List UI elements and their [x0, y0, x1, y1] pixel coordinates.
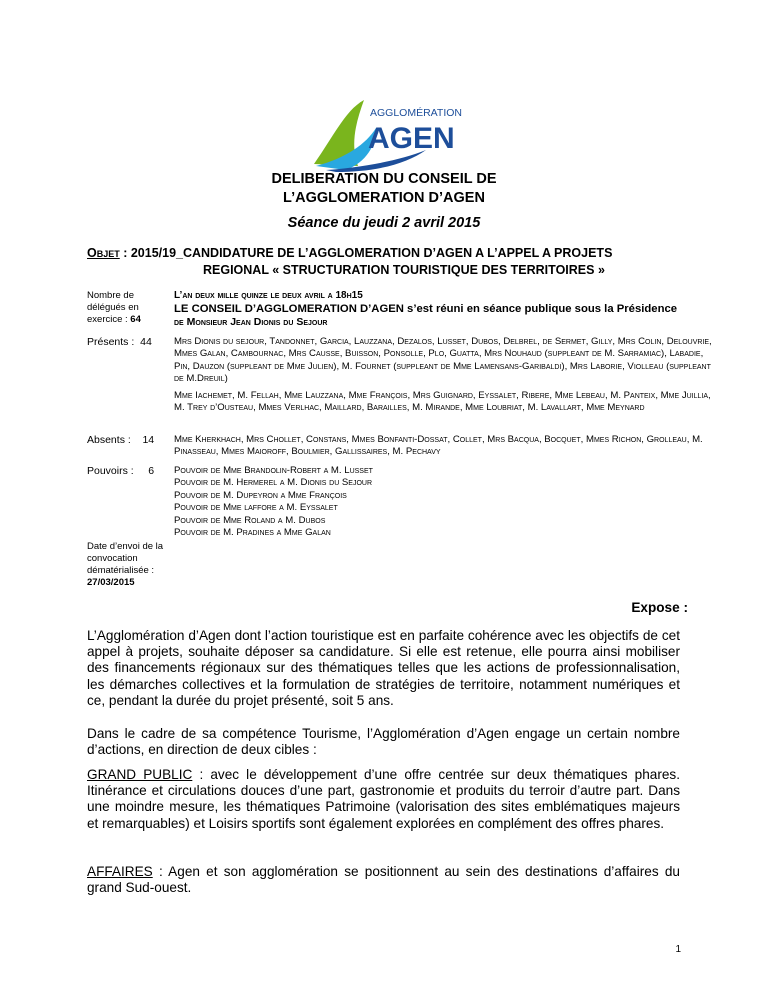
document-title-line2: L’AGGLOMERATION D’AGEN	[283, 190, 485, 206]
convocation-block	[87, 541, 177, 589]
pouvoir-item: Pouvoir de Mme Roland a M. Dubos	[174, 514, 326, 526]
svg-text:AGGLOMÉRATION: AGGLOMÉRATION	[370, 107, 462, 119]
seance-date: Séance du jeudi 2 avril 2015	[287, 215, 481, 231]
pouvoir-item: Pouvoir de Mme laffore a M. Eyssalet	[174, 502, 338, 514]
absents-label: Absents : 14	[87, 434, 155, 446]
logo-swoosh-icon	[306, 92, 474, 172]
objet-block: Objet : 2015/19_CANDIDATURE DE L’AGGLOMERATION D’AGEN A L’APPEL A PROJETS REGIONAL « STRUCTURATION TOURISTIQUE DES TERRITOIRES »	[87, 245, 693, 279]
presents-para2: Mme Iachemet, M. Fellah, Mme Lauzzana, Mme François, Mrs Guignard, Eyssalet, Ribere, Mme Lebeau, M. Panteix, Mme Juillia, M. Trey d’Ousteau, Mmes Verlhac, Maillard, Barailles, M. Mirande, Mme Loubriat, M. Lavallart, Mme Meynard	[174, 389, 711, 414]
delegues-value: 64	[130, 314, 141, 325]
agglomeration-logo	[306, 92, 474, 172]
pouvoir-item: Pouvoir de M. Pradines a Mme Galan	[174, 527, 331, 539]
presents-count: 44	[140, 336, 152, 348]
convocation-label: Date d’envoi de la convocation dématérialisée :	[87, 541, 164, 576]
session-header	[174, 290, 714, 329]
body-paragraph-1: L’Agglomération d’Agen dont l’action touristique est en parfaite cohérence avec les objectifs de cet appel à projets, souhaite déposer sa candidature. Si elle est retenue, elle pourra ainsi mobiliser des financements régionaux sur des thématiques telles que les actions de professionnalisation, les démarches collectives et la formulation de stratégies de territoire, notamment numériques et ce, pendant la durée du projet présenté, soit 5 ans.	[87, 628, 680, 708]
document-title-line1: DELIBERATION DU CONSEIL DE	[271, 171, 497, 187]
pouvoir-item: Pouvoir de M. Dupeyron a Mme François	[174, 489, 347, 501]
body-paragraph-grand-public: GRAND PUBLIC : avec le développement d’une offre centrée sur deux thématiques phares. Itinérance et circulations douces d’une part, gastronomie et produits du terroir d’autre part. Dans une moindre mesure, les thématiques Patrimoine (valorisation des sites emblématiques majeurs et remarquables) et Loisirs sportifs sont également explorées en complément des offres phares.	[87, 767, 680, 831]
objet-label: Objet	[87, 246, 120, 260]
pouvoir-item: Pouvoir de Mme Brandolin-Robert a M. Lusset	[174, 465, 373, 476]
expose-heading: Expose :	[631, 600, 688, 615]
svg-text:AGEN: AGEN	[368, 122, 455, 155]
presents-para1: Mrs Dionis du sejour, Tandonnet, Garcia, Lauzzana, Dezalos, Lusset, Dubos, Delbrel, de Sermet, Gilly, Mrs Colin, Delouvrie, Mmes Galan, Cambournac, Mrs Causse, Buisson, Ponsolle, Plo, Guatta, Mrs Nouhaud (suppleant de M. Sarramiac), Labadie, Pin, Dauzon (suppleant de Mme Julien), M. Fournet (suppleant de Mme Lamensans-Garibaldi), Mrs Laborie, Violleau (suppleant de M.Dreuil)	[174, 336, 712, 385]
pouvoirs-count: 6	[148, 465, 155, 477]
absents-list: Mme Kherkhach, Mrs Chollet, Constans, Mmes Bonfanti-Dossat, Collet, Mrs Bacqua, Bocquet, Mmes Richon, Grolleau, M. Pinasseau, Mmes Maioroff, Boulmier, Gallissaires, M. Pechavy	[174, 434, 703, 458]
conseil-line: LE CONSEIL D’AGGLOMERATION D’AGEN s’est réuni en séance publique sous la Présidence	[174, 303, 678, 316]
pouvoir-item: Pouvoir de M. Hermerel a M. Dionis du Sejour	[174, 477, 373, 489]
pouvoirs-label: Pouvoirs : 6	[87, 465, 155, 477]
delegues-label: Nombre de délégués en exercice : 64	[87, 290, 141, 325]
seance-line: L’an deux mille quinze le deux avril a 18h15	[174, 290, 363, 301]
pouvoirs-list	[174, 465, 714, 539]
president-line: de Monsieur Jean Dionis du Sejour	[174, 316, 328, 329]
absents-count: 14	[142, 434, 155, 446]
convocation-date: 27/03/2015	[87, 577, 135, 588]
grand-public-label: GRAND PUBLIC	[87, 767, 193, 782]
presents-label: Présents : 44	[87, 336, 152, 348]
affaires-label: AFFAIRES	[87, 864, 153, 879]
objet-line1: 2015/19_CANDIDATURE DE L’AGGLOMERATION D’AGEN A L’APPEL A PROJETS	[130, 246, 613, 260]
presents-list	[174, 336, 714, 414]
body-paragraph-2: Dans le cadre de sa compétence Tourisme, l’Agglomération d’Agen engage un certain nombre d’actions, en direction de deux cibles :	[87, 726, 680, 758]
page-number: 1	[675, 944, 681, 955]
objet-line2: REGIONAL « STRUCTURATION TOURISTIQUE DES TERRITOIRES »	[203, 263, 605, 277]
body-paragraph-affaires: AFFAIRES : Agen et son agglomération se positionnent au sein des destinations d’affaires du grand Sud-ouest.	[87, 864, 680, 896]
